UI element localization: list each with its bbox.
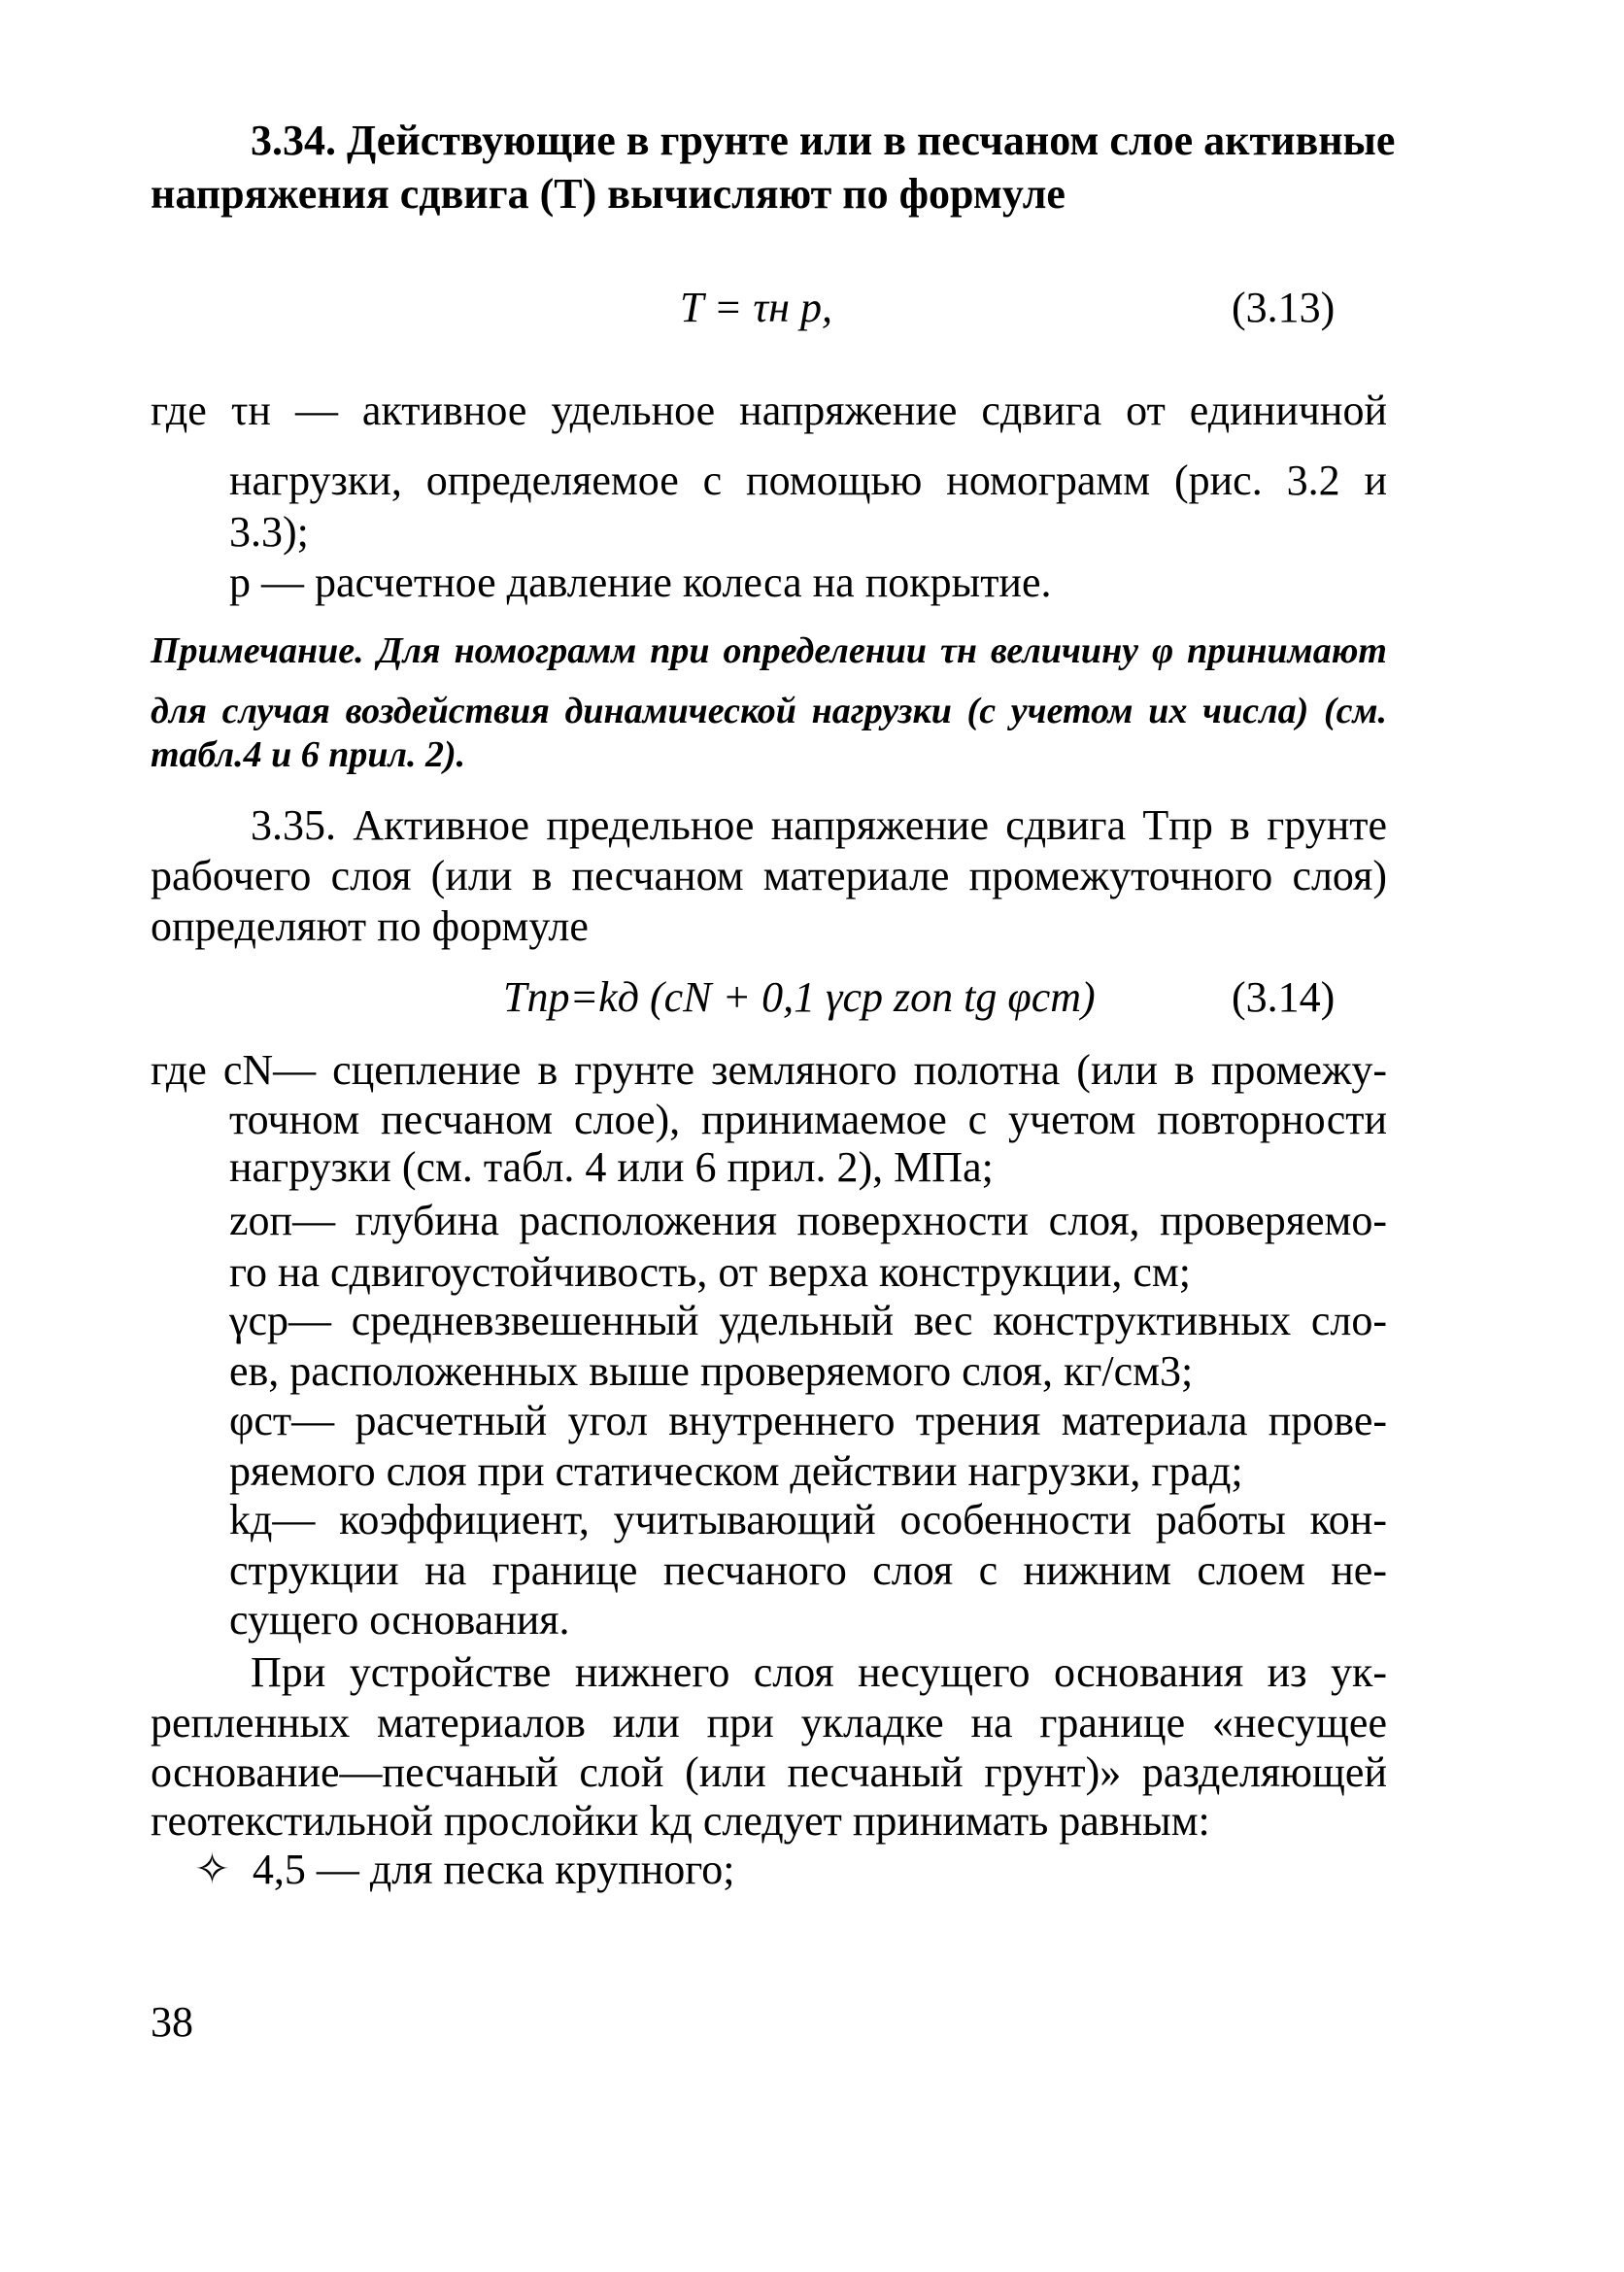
where-313-tau-line-1: где τн — активное удельное напряжение сдвига от единичной (151, 387, 1387, 434)
formula-3-14-number: (3.14) (1232, 973, 1336, 1021)
section-335-line-3: определяют по формуле (151, 902, 589, 950)
where-314-phi-line-1: φст— расчетный угол внутреннего трения материала прове- (229, 1397, 1387, 1444)
note-line-3: табл.4 и 6 прил. 2). (151, 734, 466, 775)
bullet-symbol-icon: ✧ (194, 1846, 230, 1893)
paragraph-line-4: геотекстильной прослойки kд следует принимать равным: (151, 1797, 1210, 1845)
section-335-line-1: 3.35. Активное предельное напряжение сдвига Tпр в грунте (251, 801, 1387, 849)
paragraph-line-2: репленных материалов или при укладке на границе «несущее (151, 1699, 1387, 1746)
where-314-zon-line-2: го на сдвигоустойчивость, от верха конструкции, см; (229, 1248, 1191, 1296)
page-number: 38 (151, 1998, 193, 2046)
where-313-p: p — расчетное давление колеса на покрытие. (229, 559, 1052, 606)
where-314-gcp-line-2: ев, расположенных выше проверяемого слоя, кг/см3; (229, 1347, 1194, 1395)
paragraph-line-1: При устройстве нижнего слоя несущего основания из ук- (251, 1648, 1387, 1696)
formula-3-13-number: (3.13) (1232, 284, 1336, 331)
where-314-cn-line-2: точном песчаном слое), принимаемое с учетом повторности (229, 1096, 1387, 1143)
where-314-kd-line-1: kд— коэффициент, учитывающий особенности работы кон- (229, 1496, 1387, 1543)
bullet-text: 4,5 — для песка крупного; (252, 1846, 735, 1893)
where-314-zon-line-1: zоп— глубина расположения поверхности слоя, проверяемо- (229, 1197, 1387, 1244)
where-314-phi-line-2: ряемого слоя при статическом действии нагрузки, град; (229, 1447, 1243, 1495)
note-line-2: для случая воздействия динамической нагрузки (с учетом их числа) (см. (151, 691, 1387, 731)
section-334-line-1: 3.34. Действующие в грунте или в песчаном слое активные (251, 117, 1396, 164)
formula-3-13: T = τн p, (680, 284, 832, 331)
where-313-tau-line-2: нагрузки, определяемое с помощью номограмм (рис. 3.2 и (229, 457, 1387, 504)
note-line-1: Примечание. Для номограмм при определении τн величину φ принимают (151, 630, 1387, 671)
where-314-kd-line-2: струкции на границе песчаного слоя с нижним слоем не- (229, 1546, 1387, 1594)
where-314-kd-line-3: сущего основания. (229, 1596, 570, 1644)
where-314-gcp-line-1: γcp— средневзвешенный удельный вес конструктивных сло- (229, 1297, 1387, 1344)
where-314-cn-line-1: где cN— сцепление в грунте земляного полотна (или в промежу- (151, 1046, 1387, 1094)
where-314-cn-line-3: нагрузки (см. табл. 4 или 6 прил. 2), МПа; (229, 1143, 994, 1191)
section-335-line-2: рабочего слоя (или в песчаном материале промежуточного слоя) (151, 852, 1387, 899)
paragraph-line-3: основание—песчаный слой (или песчаный грунт)» разделяющей (151, 1748, 1387, 1796)
section-334-line-2: напряжения сдвига (T) вычисляют по формуле (151, 170, 1066, 218)
formula-3-14: Tпр=kд (cN + 0,1 γcp zоп tg φст) (503, 973, 1096, 1021)
bullet-item (194, 1846, 734, 1894)
where-313-tau-line-3: 3.3); (229, 508, 309, 556)
